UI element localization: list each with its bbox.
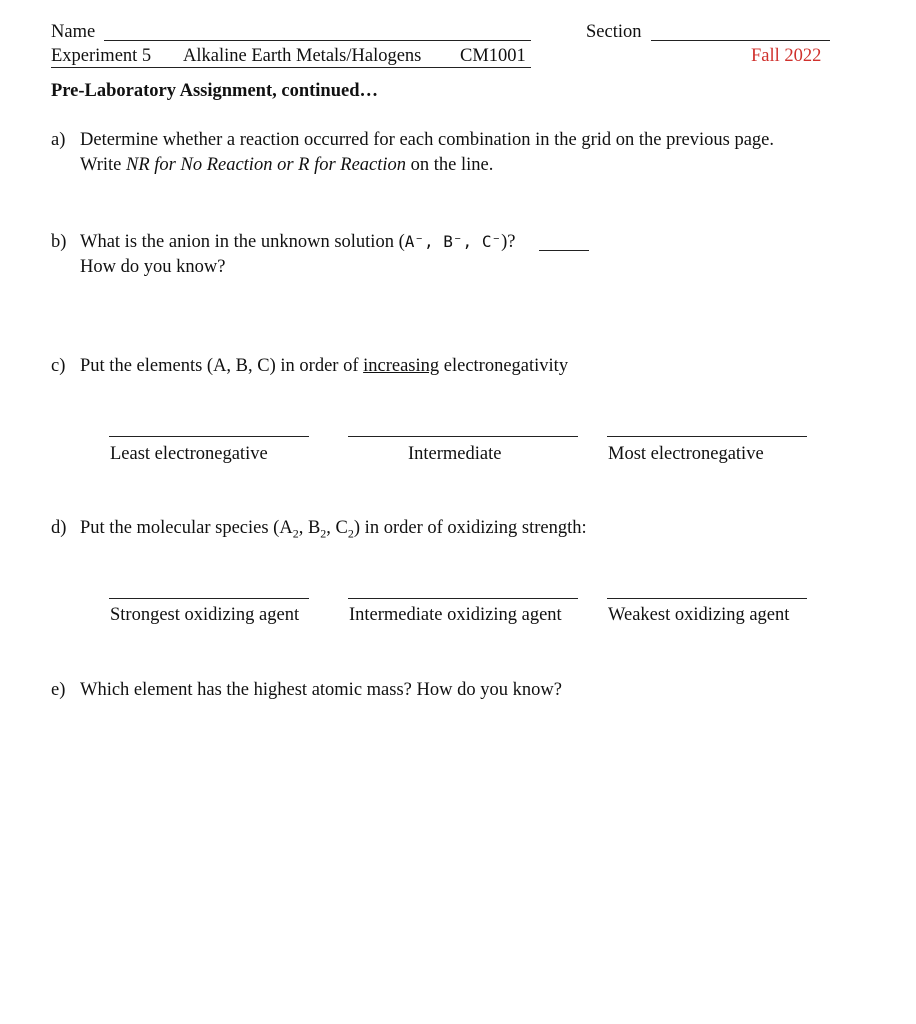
question-d-marker: d) [51, 518, 67, 538]
least-electronegative-line[interactable] [109, 436, 309, 437]
question-c-marker: c) [51, 356, 66, 376]
question-e-prompt: Which element has the highest atomic mass? How do you know? [80, 680, 562, 700]
intermediate-oxidizer-label: Intermediate oxidizing agent [349, 605, 562, 625]
species-b-subscript: 2 [320, 526, 327, 541]
name-label: Name [51, 22, 96, 42]
term-label: Fall 2022 [751, 46, 822, 66]
question-c-prefix: Put the elements (A, B, C) in order of [80, 356, 364, 376]
question-b-marker: b) [51, 232, 67, 252]
species-c-subscript: 2 [347, 526, 354, 541]
question-b-suffix: )? [501, 232, 516, 252]
anion-answer-line[interactable] [539, 250, 589, 251]
question-b-prompt [80, 233, 515, 252]
question-e-marker: e) [51, 680, 66, 700]
question-c-increasing: increasing [363, 356, 440, 376]
question-a-line2-prefix: Write [80, 155, 126, 175]
least-electronegative-label: Least electronegative [110, 444, 268, 464]
section-label: Section [586, 22, 642, 42]
question-d-prefix: Put the molecular species ( [80, 518, 280, 538]
strongest-oxidizer-label: Strongest oxidizing agent [110, 605, 300, 625]
question-b-anions: A⁻, B⁻, C⁻ [404, 232, 502, 251]
species-c: C [335, 518, 348, 538]
question-d-suffix: ) in order of oxidizing strength: [353, 518, 587, 538]
species-b: B [307, 518, 321, 538]
header-rule [51, 67, 531, 68]
question-b-prefix: What is the anion in the unknown solution ( [80, 232, 405, 252]
course-code: CM1001 [460, 46, 526, 66]
question-a-line1: Determine whether a reaction occurred for each combination in the grid on the previous page. [80, 130, 774, 150]
section-blank-line[interactable] [651, 40, 830, 41]
name-blank-line[interactable] [104, 40, 531, 41]
question-a-line2 [80, 156, 493, 175]
most-electronegative-label: Most electronegative [608, 444, 764, 464]
species-a-subscript: 2 [292, 526, 299, 541]
intermediate-oxidizer-line[interactable] [348, 598, 578, 599]
question-a-marker: a) [51, 130, 66, 150]
species-a: A [279, 518, 293, 538]
page-heading: Pre-Laboratory Assignment, continued… [51, 81, 379, 101]
question-a-line2-suffix: on the line. [406, 155, 494, 175]
weakest-oxidizer-line[interactable] [607, 598, 807, 599]
intermediate-electronegative-label: Intermediate [408, 444, 502, 464]
question-c-prompt [80, 357, 568, 376]
question-c-suffix: electronegativity [439, 356, 569, 376]
strongest-oxidizer-line[interactable] [109, 598, 309, 599]
course-title: Alkaline Earth Metals/Halogens [183, 46, 422, 66]
question-d-prompt: Put the molecular species ($A_2$, $B_2$, $C_2$) in order of oxidizing strength: [80, 518, 587, 541]
intermediate-electronegative-line[interactable] [348, 436, 578, 437]
question-b-line2: How do you know? [80, 257, 226, 277]
most-electronegative-line[interactable] [607, 436, 807, 437]
weakest-oxidizer-label: Weakest oxidizing agent [608, 605, 790, 625]
experiment-number: Experiment 5 [51, 46, 152, 66]
question-a-instruction: NR for No Reaction or R for Reaction [126, 155, 407, 175]
